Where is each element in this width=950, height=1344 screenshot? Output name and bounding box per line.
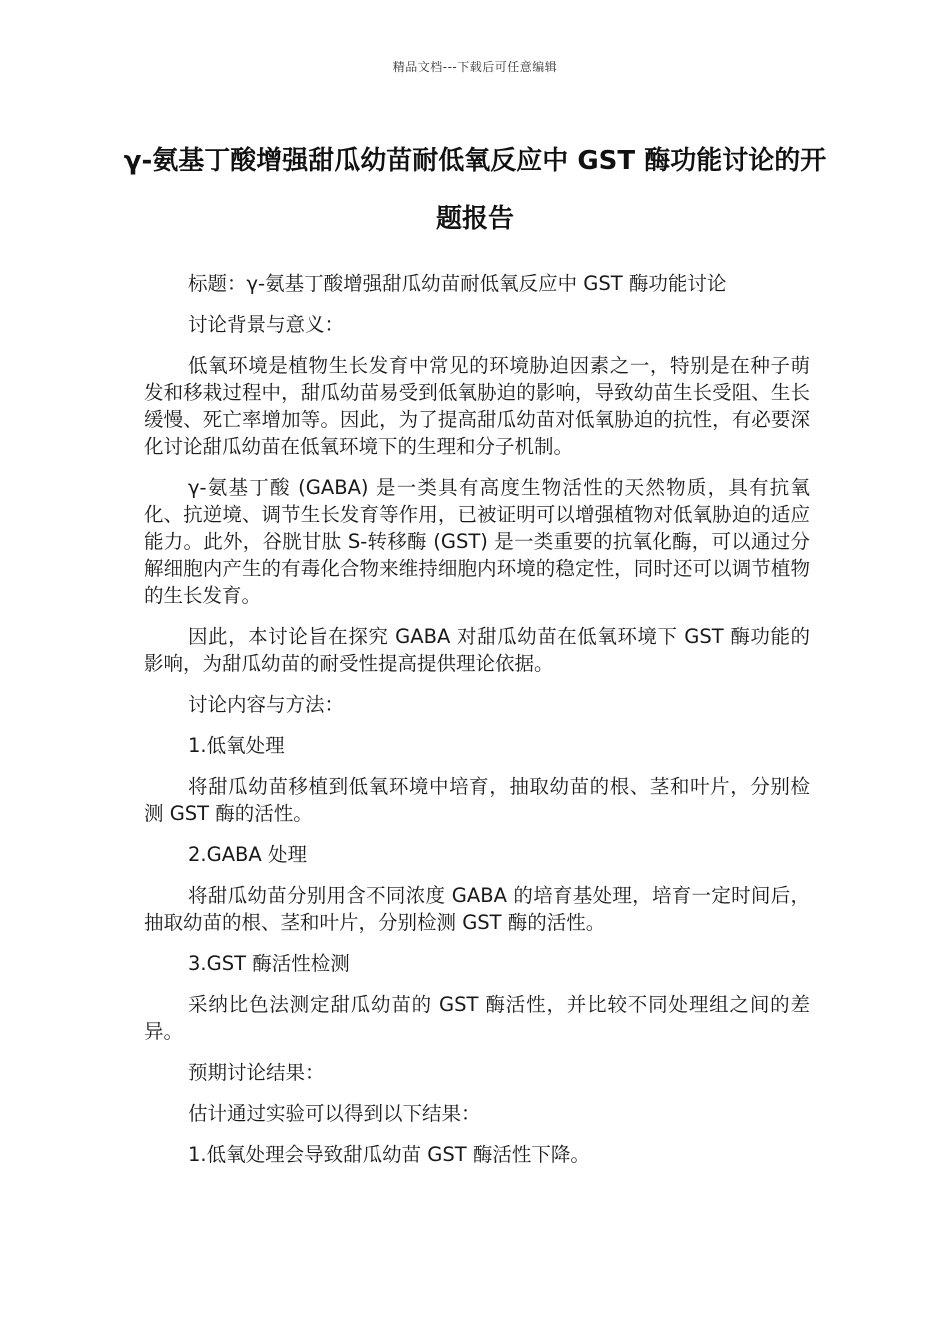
- paragraph-background-2: γ-氨基丁酸 (GABA) 是一类具有高度生物活性的天然物质，具有抗氧化、抗逆境、调节生长发育等作用，已被证明可以增强植物对低氧胁迫的适应能力。此外，谷胱甘肽 S-转移酶 (GST) 是一类重要的抗氧化酶，可以通过分解细胞内产生的有毒化合物来维持细胞内环境的稳定性，同时还可以调节植物的生长发育。: [144, 476, 810, 607]
- method-text-2: 将甜瓜幼苗分别用含不同浓度 GABA 的培育基处理，培育一定时间后，抽取幼苗的根、茎和叶片，分别检测 GST 酶的活性。: [144, 884, 810, 934]
- paragraph-background-1: 低氧环境是植物生长发育中常见的环境胁迫因素之一，特别是在种子萌发和移栽过程中，甜瓜幼苗易受到低氧胁迫的影响，导致幼苗生长受阻、生长缓慢、死亡率增加等。因此，为了提高甜瓜幼苗对低氧胁迫的抗性，有必要深化讨论甜瓜幼苗在低氧环境下的生理和分子机制。: [144, 354, 810, 458]
- method-text-3: 采纳比色法测定甜瓜幼苗的 GST 酶活性，并比较不同处理组之间的差异。: [144, 993, 810, 1043]
- section-heading-background: 讨论背景与意义：: [188, 313, 345, 336]
- document-body: [144, 270, 810, 1182]
- section-heading-methods: 讨论内容与方法：: [188, 693, 345, 716]
- method-heading-2: 2.GABA 处理: [188, 843, 307, 866]
- result-item-1: 1.低氧处理会导致甜瓜幼苗 GST 酶活性下降。: [188, 1143, 590, 1166]
- paragraph-title-line: 标题：γ-氨基丁酸增强甜瓜幼苗耐低氧反应中 GST 酶功能讨论: [188, 272, 727, 295]
- results-intro: 估计通过实验可以得到以下结果：: [188, 1102, 481, 1125]
- method-heading-1: 1.低氧处理: [188, 734, 285, 757]
- header-note: 精品文档---下载后可任意编辑: [392, 60, 558, 74]
- method-heading-3: 3.GST 酶活性检测: [188, 952, 350, 975]
- document-title: γ-氨基丁酸增强甜瓜幼苗耐低氧反应中 GST 酶功能讨论的开题报告: [123, 146, 827, 234]
- section-heading-results: 预期讨论结果：: [188, 1061, 325, 1084]
- paragraph-background-3: 因此，本讨论旨在探究 GABA 对甜瓜幼苗在低氧环境下 GST 酶功能的影响，为甜瓜幼苗的耐受性提高提供理论依据。: [144, 625, 810, 675]
- method-text-1: 将甜瓜幼苗移植到低氧环境中培育，抽取幼苗的根、茎和叶片，分别检测 GST 酶的活性。: [144, 775, 810, 825]
